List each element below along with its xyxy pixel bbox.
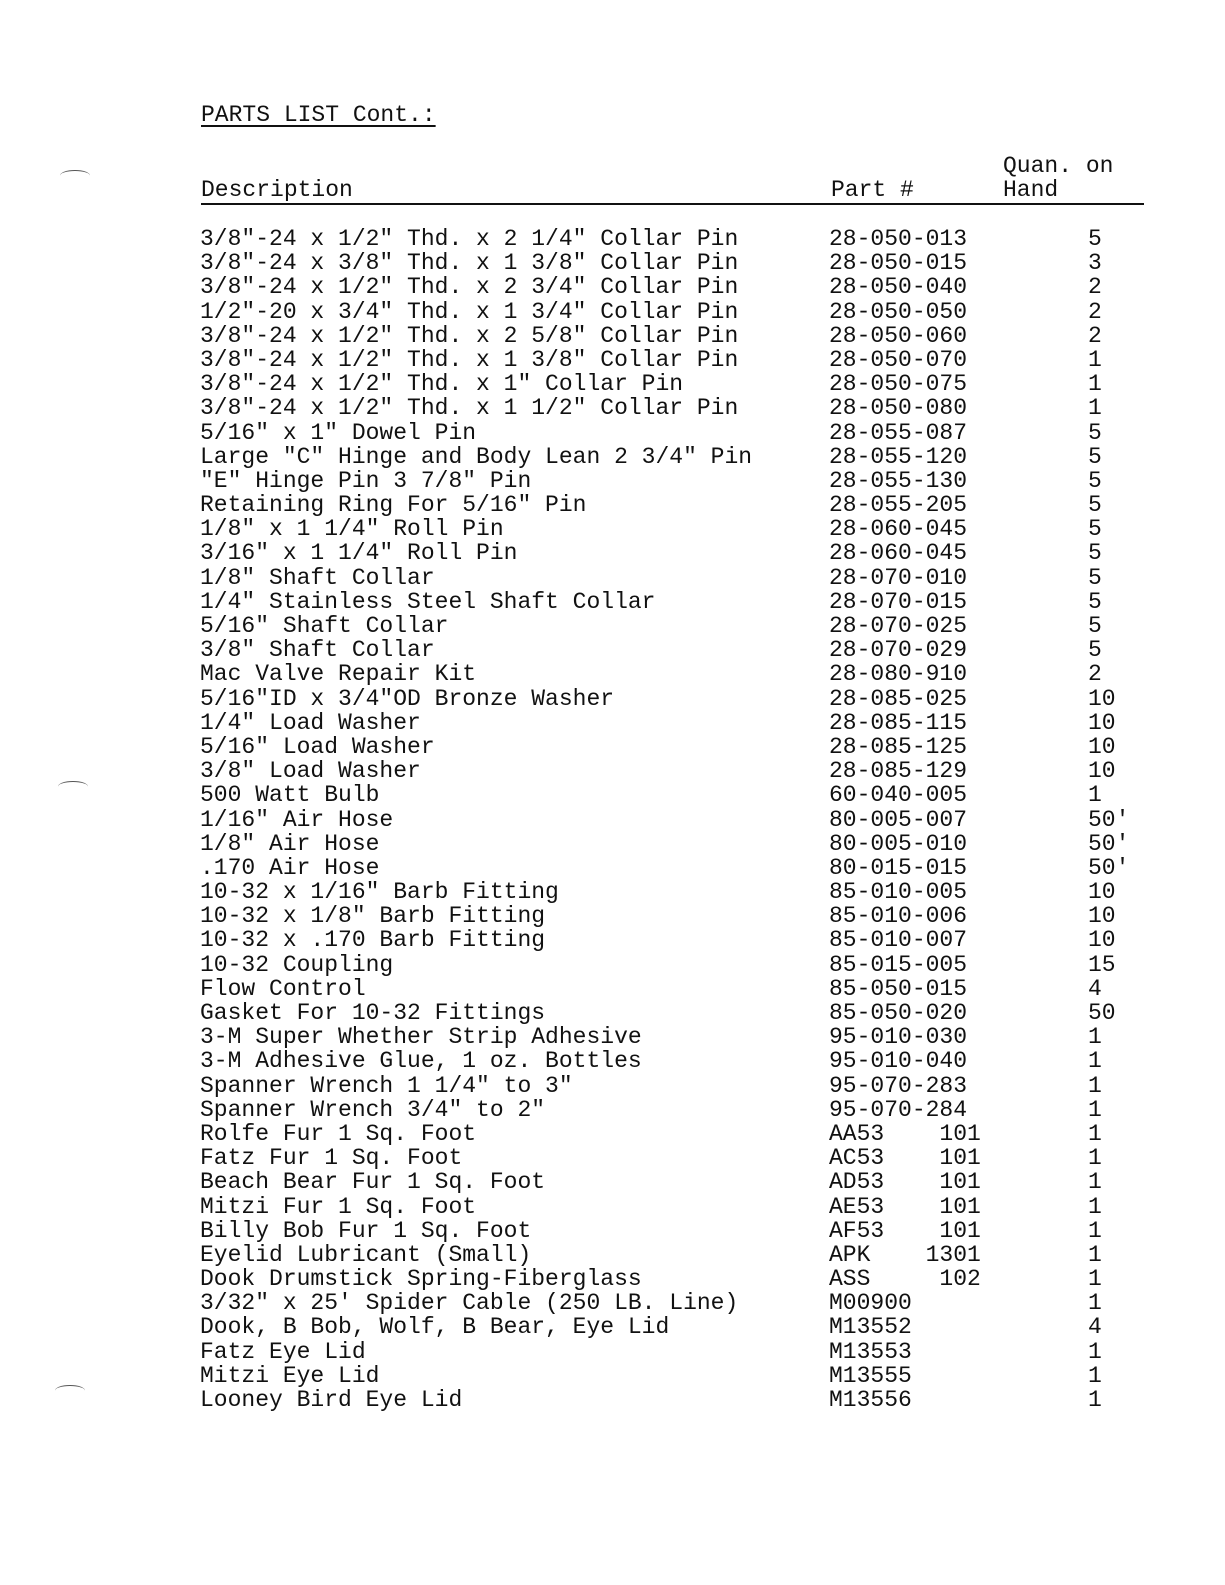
part-number: 80-015-015 [829,854,968,881]
quantity-on-hand: 15 [1088,951,1116,978]
quantity-on-hand: 10 [1088,709,1116,736]
column-header-part: Part # [831,177,914,203]
part-number: 28-070-015 [829,588,968,615]
part-description: Billy Bob Fur 1 Sq. Foot [200,1217,532,1244]
part-number: 95-010-040 [829,1048,968,1075]
part-number: M13552 [829,1314,912,1341]
table-row [0,977,1225,1001]
quantity-on-hand: 1 [1088,1096,1102,1123]
table-row [0,227,1225,251]
part-description: Dook, B Bob, Wolf, B Bear, Eye Lid [200,1314,670,1341]
quantity-on-hand: 1 [1088,1266,1102,1293]
table-row [0,275,1225,299]
part-number: AC53 101 [829,1145,981,1172]
part-description: 1/8" x 1 1/4" Roll Pin [200,516,504,543]
quantity-on-hand: 5 [1088,467,1102,494]
table-row [0,445,1225,469]
part-number: 28-080-910 [829,661,968,688]
table-row [0,687,1225,711]
table-row [0,566,1225,590]
part-description: 10-32 Coupling [200,951,394,978]
column-header-description: Description [201,177,353,203]
quantity-on-hand: 1 [1088,1145,1102,1172]
quantity-on-hand: 5 [1088,588,1102,615]
part-description: 3/8"-24 x 1/2" Thd. x 2 5/8" Collar Pin [200,322,739,349]
part-description: 5/16"ID x 3/4"OD Bronze Washer [200,685,615,712]
table-row [0,735,1225,759]
quantity-on-hand: 5 [1088,443,1102,470]
part-description: 1/8" Air Hose [200,830,380,857]
part-number: AD53 101 [829,1169,981,1196]
table-row [0,928,1225,952]
part-number: AE53 101 [829,1193,981,1220]
table-row [0,1122,1225,1146]
quantity-on-hand: 50 [1088,1000,1116,1026]
quantity-on-hand: 1 [1088,782,1102,809]
table-row [0,372,1225,396]
part-description: Gasket For 10-32 Fittings [200,1000,546,1026]
part-description: Fatz Fur 1 Sq. Foot [200,1145,463,1172]
table-row [0,421,1225,445]
part-number: 80-005-010 [829,830,968,857]
table-row [0,324,1225,348]
part-number: M13553 [829,1338,912,1365]
quantity-on-hand: 1 [1088,1120,1102,1147]
quantity-on-hand: 5 [1088,419,1102,446]
table-row [0,1098,1225,1122]
part-number: 28-050-075 [829,371,968,398]
quantity-on-hand: 10 [1088,685,1116,712]
part-description: Fatz Eye Lid [200,1338,366,1365]
table-row [0,880,1225,904]
part-description: Rolfe Fur 1 Sq. Foot [200,1120,477,1147]
part-number: 28-085-125 [829,733,968,760]
quantity-on-hand: 1 [1088,1362,1102,1389]
part-description: 3/8"-24 x 1/2" Thd. x 2 1/4" Collar Pin [200,226,739,252]
part-description: Dook Drumstick Spring-Fiberglass [200,1266,642,1293]
table-row [0,1074,1225,1098]
part-description: Beach Bear Fur 1 Sq. Foot [200,1169,546,1196]
parts-table [0,227,1225,1412]
part-number: 85-010-005 [829,879,968,906]
part-number: 28-085-115 [829,709,968,736]
table-row [0,711,1225,735]
table-row [0,1291,1225,1315]
part-number: 28-050-060 [829,322,968,349]
part-number: 85-010-007 [829,927,968,954]
part-number: 28-070-010 [829,564,968,591]
column-header-quantity-line1: Quan. on [1003,153,1114,179]
part-number: 80-005-007 [829,806,968,833]
part-description: 3/8"-24 x 1/2" Thd. x 1" Collar Pin [200,371,684,398]
quantity-on-hand: 10 [1088,903,1116,930]
header-rule [201,203,1144,205]
part-description: 3/8" Shaft Collar [200,637,435,664]
part-description: Mitzi Eye Lid [200,1362,380,1389]
table-row [0,1315,1225,1339]
part-description: 3/8"-24 x 1/2" Thd. x 2 3/4" Collar Pin [200,274,739,301]
quantity-on-hand: 5 [1088,540,1102,567]
part-description: 3-M Adhesive Glue, 1 oz. Bottles [200,1048,642,1075]
part-number: 85-050-020 [829,1000,968,1026]
table-row [0,590,1225,614]
table-row [0,469,1225,493]
part-number: M13556 [829,1387,912,1413]
part-number: 28-050-013 [829,226,968,252]
table-row [0,953,1225,977]
quantity-on-hand: 5 [1088,637,1102,664]
part-number: 28-085-025 [829,685,968,712]
column-header-quantity [1003,154,1113,202]
part-number: 28-050-080 [829,395,968,422]
part-number: 28-070-025 [829,613,968,639]
part-description: 3/8" Load Washer [200,758,421,785]
table-row [0,1170,1225,1194]
part-description: 1/4" Load Washer [200,709,421,736]
table-row [0,1388,1225,1412]
table-row [0,1267,1225,1291]
margin-mark [60,170,90,181]
part-description: Spanner Wrench 1 1/4" to 3" [200,1072,573,1099]
quantity-on-hand: 4 [1088,1314,1102,1341]
part-description: 3/8"-24 x 1/2" Thd. x 1 3/8" Collar Pin [200,346,739,373]
table-row [0,1364,1225,1388]
table-row [0,251,1225,275]
table-row [0,1146,1225,1170]
part-number: 28-060-045 [829,516,968,543]
part-description: .170 Air Hose [200,854,380,881]
table-row [0,348,1225,372]
table-row [0,1049,1225,1073]
part-number: 95-070-284 [829,1096,968,1123]
quantity-on-hand: 1 [1088,1169,1102,1196]
part-number: M00900 [829,1290,912,1317]
part-description: 1/8" Shaft Collar [200,564,435,591]
table-row [0,662,1225,686]
part-number: 95-070-283 [829,1072,968,1099]
part-number: APK 1301 [829,1241,981,1268]
quantity-on-hand: 1 [1088,1024,1102,1051]
table-row [0,541,1225,565]
table-row [0,856,1225,880]
quantity-on-hand: 10 [1088,879,1116,906]
quantity-on-hand: 10 [1088,733,1116,760]
part-description: 5/16" x 1" Dowel Pin [200,419,477,446]
part-number: 28-060-045 [829,540,968,567]
table-row [0,759,1225,783]
quantity-on-hand: 1 [1088,1387,1102,1413]
table-row [0,493,1225,517]
quantity-on-hand: 1 [1088,395,1102,422]
table-row [0,1001,1225,1025]
quantity-on-hand: 2 [1088,274,1102,301]
part-number: ASS 102 [829,1266,981,1293]
quantity-on-hand: 5 [1088,516,1102,543]
part-description: 5/16" Shaft Collar [200,613,449,639]
part-description: Flow Control [200,975,366,1002]
quantity-on-hand: 2 [1088,661,1102,688]
part-description: 500 Watt Bulb [200,782,380,809]
part-description: Mac Valve Repair Kit [200,661,477,688]
part-description: 5/16" Load Washer [200,733,435,760]
quantity-on-hand: 10 [1088,927,1116,954]
part-number: 85-015-005 [829,951,968,978]
quantity-on-hand: 5 [1088,492,1102,519]
quantity-on-hand: 1 [1088,346,1102,373]
quantity-on-hand: 1 [1088,1217,1102,1244]
table-row [0,300,1225,324]
page-title: PARTS LIST Cont.: [201,102,436,128]
table-row [0,614,1225,638]
table-row [0,1340,1225,1364]
part-number: 28-085-129 [829,758,968,785]
table-row [0,1195,1225,1219]
part-description: 3/8"-24 x 1/2" Thd. x 1 1/2" Collar Pin [200,395,739,422]
part-number: M13555 [829,1362,912,1389]
quantity-on-hand: 5 [1088,226,1102,252]
part-number: 28-055-087 [829,419,968,446]
part-description: Retaining Ring For 5/16" Pin [200,492,587,519]
part-number: 28-055-130 [829,467,968,494]
part-description: 3/16" x 1 1/4" Roll Pin [200,540,518,567]
part-description: Spanner Wrench 3/4" to 2" [200,1096,546,1123]
part-description: Large "C" Hinge and Body Lean 2 3/4" Pin [200,443,753,470]
part-description: 1/16" Air Hose [200,806,394,833]
column-header-quantity-line2: Hand [1003,177,1059,203]
table-row [0,832,1225,856]
quantity-on-hand: 4 [1088,975,1102,1002]
quantity-on-hand: 2 [1088,298,1102,325]
quantity-on-hand: 1 [1088,1338,1102,1365]
quantity-on-hand: 1 [1088,1193,1102,1220]
part-description: 1/4" Stainless Steel Shaft Collar [200,588,656,615]
quantity-on-hand: 1 [1088,1241,1102,1268]
quantity-on-hand: 2 [1088,322,1102,349]
part-number: 28-055-205 [829,492,968,519]
part-description: 3-M Super Whether Strip Adhesive [200,1024,642,1051]
part-number: 28-050-070 [829,346,968,373]
quantity-on-hand: 5 [1088,613,1102,639]
quantity-on-hand: 10 [1088,758,1116,785]
quantity-on-hand: 3 [1088,250,1102,277]
part-number: 28-050-015 [829,250,968,277]
quantity-on-hand: 50' [1088,854,1130,881]
quantity-on-hand: 50' [1088,830,1130,857]
part-description: "E" Hinge Pin 3 7/8" Pin [200,467,532,494]
table-row [0,1243,1225,1267]
part-number: 28-070-029 [829,637,968,664]
part-description: Eyelid Lubricant (Small) [200,1241,532,1268]
part-number: 60-040-005 [829,782,968,809]
part-description: 3/8"-24 x 3/8" Thd. x 1 3/8" Collar Pin [200,250,739,277]
part-number: 28-050-040 [829,274,968,301]
quantity-on-hand: 1 [1088,1072,1102,1099]
part-description: 10-32 x .170 Barb Fitting [200,927,546,954]
part-number: 28-050-050 [829,298,968,325]
table-row [0,904,1225,928]
part-description: Mitzi Fur 1 Sq. Foot [200,1193,477,1220]
part-description: Looney Bird Eye Lid [200,1387,463,1413]
table-row [0,1219,1225,1243]
table-row [0,517,1225,541]
part-number: 95-010-030 [829,1024,968,1051]
quantity-on-hand: 1 [1088,1290,1102,1317]
table-row [0,396,1225,420]
part-description: 10-32 x 1/8" Barb Fitting [200,903,546,930]
quantity-on-hand: 1 [1088,1048,1102,1075]
part-description: 3/32" x 25' Spider Cable (250 LB. Line) [200,1290,739,1317]
table-row [0,808,1225,832]
part-number: AA53 101 [829,1120,981,1147]
part-description: 10-32 x 1/16" Barb Fitting [200,879,559,906]
table-row [0,783,1225,807]
part-number: 28-055-120 [829,443,968,470]
table-row [0,1025,1225,1049]
quantity-on-hand: 50' [1088,806,1130,833]
part-description: 1/2"-20 x 3/4" Thd. x 1 3/4" Collar Pin [200,298,739,325]
quantity-on-hand: 1 [1088,371,1102,398]
part-number: 85-010-006 [829,903,968,930]
part-number: AF53 101 [829,1217,981,1244]
quantity-on-hand: 5 [1088,564,1102,591]
part-number: 85-050-015 [829,975,968,1002]
table-row [0,638,1225,662]
